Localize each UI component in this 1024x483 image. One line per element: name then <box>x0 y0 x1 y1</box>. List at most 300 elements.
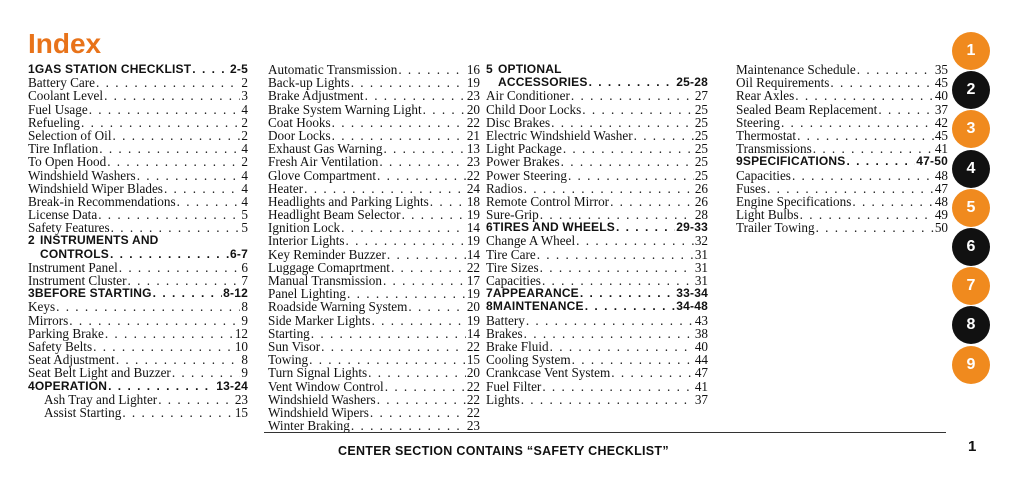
entry-page: 23 <box>466 154 480 170</box>
dot-leader <box>113 129 241 142</box>
entry-page: 48 <box>934 193 948 209</box>
index-entry[interactable] <box>268 327 480 340</box>
entry-label: Radios <box>486 180 523 196</box>
entry-page: 22 <box>466 259 480 275</box>
dot-leader <box>377 393 466 406</box>
entry-label: ACCESSORIES <box>498 75 588 90</box>
entry-page: 45 <box>934 75 948 91</box>
dot-leader <box>542 380 693 393</box>
entry-label: Glove Compartment <box>268 167 377 183</box>
entry-label: Fuel Usage <box>28 101 88 117</box>
entry-label: Brake Adjustment <box>268 88 364 104</box>
entry-label: Keys <box>28 299 56 315</box>
index-entry[interactable] <box>28 155 248 168</box>
entry-label: Rear Axles <box>736 88 795 104</box>
entry-label: Ignition Lock <box>268 220 341 236</box>
entry-label: Interior Lights <box>268 233 345 249</box>
entry-page: 13-24 <box>216 378 248 393</box>
dot-leader <box>524 327 694 340</box>
entry-page: 8-12 <box>223 286 248 301</box>
entry-page: 19 <box>466 312 480 328</box>
dot-leader <box>377 169 466 182</box>
entry-page: 4 <box>241 101 248 117</box>
dot-leader <box>304 182 466 195</box>
dot-leader <box>137 169 241 182</box>
entry-page: 12 <box>234 325 248 341</box>
dot-leader <box>383 142 465 155</box>
entry-label: Seat Adjustment <box>28 352 115 368</box>
entry-label: Capacities <box>736 167 791 183</box>
index-entry[interactable] <box>28 393 248 406</box>
entry-page: 9 <box>241 365 248 381</box>
entry-page: 37 <box>694 391 708 407</box>
dot-leader <box>108 380 215 393</box>
section-heading[interactable] <box>28 234 248 247</box>
entry-page: 29-33 <box>676 220 708 235</box>
dot-leader <box>568 169 694 182</box>
entry-label: OPTIONAL <box>498 62 562 76</box>
entry-label: Fuses <box>736 180 767 196</box>
index-entry[interactable] <box>486 380 708 393</box>
entry-label: Manual Transmission <box>268 273 382 288</box>
dot-leader <box>119 261 241 274</box>
dot-leader <box>69 314 240 327</box>
index-entry[interactable] <box>486 116 708 129</box>
dot-leader <box>797 129 934 142</box>
entry-label: Turn Signal Lights <box>268 365 368 381</box>
entry-label: Refueling <box>28 114 81 130</box>
dot-leader <box>781 116 934 129</box>
index-entry[interactable] <box>28 182 248 195</box>
dot-leader <box>616 221 675 234</box>
dot-leader <box>792 169 934 182</box>
dot-leader <box>550 340 694 353</box>
entry-label: Key Reminder Buzzer <box>268 246 386 262</box>
index-entry[interactable] <box>486 103 708 116</box>
entry-page: 8 <box>241 299 248 315</box>
entry-page: 31 <box>694 259 708 275</box>
index-entry[interactable] <box>486 366 708 379</box>
entry-page: 20 <box>466 299 480 315</box>
dot-leader <box>351 419 466 432</box>
entry-page: 37 <box>934 101 948 117</box>
entry-page: 22 <box>466 114 480 130</box>
entry-page: 47-50 <box>916 154 948 169</box>
entry-label: Child Door Locks <box>486 101 582 117</box>
entry-label: Seat Belt Light and Buzzer <box>28 365 171 381</box>
entry-label: INSTRUMENTS AND <box>40 233 159 248</box>
index-entry[interactable] <box>268 419 480 432</box>
entry-label: Battery Care <box>28 75 96 91</box>
entry-label: Starting <box>268 325 310 341</box>
dot-leader <box>391 261 466 274</box>
dot-leader <box>857 63 934 76</box>
entry-page: 13 <box>466 141 480 157</box>
entry-page: 16 <box>466 62 480 77</box>
entry-label: Roadside Warning System <box>268 299 408 315</box>
entry-page: 4 <box>241 167 248 183</box>
entry-label: Change A Wheel <box>486 233 576 249</box>
entry-label: Panel Lighting <box>268 286 347 302</box>
index-entry[interactable] <box>486 169 708 182</box>
entry-page: 18 <box>466 193 480 209</box>
entry-page: 6-7 <box>230 246 248 261</box>
entry-page: 2 <box>241 154 248 170</box>
entry-page: 25 <box>694 127 708 143</box>
dot-leader <box>634 129 694 142</box>
entry-page: 42 <box>934 114 948 130</box>
section-tab-5[interactable]: 5 <box>952 189 990 227</box>
dot-leader <box>383 274 466 287</box>
dot-leader <box>172 366 241 379</box>
index-entry[interactable] <box>486 314 708 327</box>
entry-label: Headlights and Parking Lights <box>268 193 429 209</box>
page-number: 1 <box>968 438 977 455</box>
entry-page: 2 <box>241 127 248 143</box>
dot-leader <box>580 287 675 300</box>
entry-label: Winter Braking <box>268 418 350 434</box>
entry-page: 43 <box>694 312 708 328</box>
section-number: 5 <box>486 62 493 76</box>
entry-label: Oil Requirements <box>736 75 830 91</box>
index-entry[interactable] <box>268 248 480 261</box>
dot-leader <box>816 221 934 234</box>
dot-leader <box>582 103 694 116</box>
entry-label: Tire Sizes <box>486 259 539 275</box>
entry-page: 19 <box>466 207 480 223</box>
section-tab-2[interactable]: 2 <box>952 71 990 109</box>
entry-page: 50 <box>934 220 948 236</box>
entry-label: License Data <box>28 207 98 223</box>
dot-leader <box>540 261 694 274</box>
section-heading[interactable] <box>28 380 248 393</box>
entry-label: Side Marker Lights <box>268 312 371 328</box>
entry-page: 35 <box>934 62 948 77</box>
entry-label: Fuel Filter <box>486 378 542 394</box>
section-tab-8[interactable]: 8 <box>952 306 990 344</box>
entry-page: 25 <box>694 141 708 157</box>
dot-leader <box>423 103 466 116</box>
dot-leader <box>341 221 466 234</box>
entry-page: 34-48 <box>676 299 708 314</box>
entry-page: 41 <box>934 141 948 157</box>
index-entry[interactable] <box>486 89 708 102</box>
entry-label: Selection of Oil <box>28 127 112 143</box>
entry-page: 5 <box>241 220 248 236</box>
entry-label: Heater <box>268 180 304 196</box>
entry-page: 49 <box>934 207 948 223</box>
entry-label: Windshield Washers <box>268 391 376 407</box>
entry-page: 25 <box>694 154 708 170</box>
entry-label: Vent Window Control <box>268 378 384 394</box>
entry-label: Disc Brakes <box>486 114 551 130</box>
entry-label: Windshield Wiper Blades <box>28 180 163 196</box>
dot-leader <box>321 340 466 353</box>
index-entry[interactable] <box>486 327 708 340</box>
entry-page: 31 <box>694 246 708 262</box>
entry-page: 23 <box>234 391 248 407</box>
entry-label: Towing <box>268 352 309 368</box>
entry-label: Windshield Wipers <box>268 404 369 420</box>
entry-page: 25 <box>694 114 708 130</box>
dot-leader <box>795 89 934 102</box>
entry-label: Headlight Beam Selector <box>268 207 401 223</box>
entry-page: 15 <box>466 352 480 368</box>
entry-page: 27 <box>694 88 708 104</box>
dot-leader <box>561 155 694 168</box>
entry-page: 10 <box>234 338 248 354</box>
entry-page: 14 <box>466 325 480 341</box>
entry-label: Tire Care <box>486 246 536 262</box>
dot-leader <box>104 89 240 102</box>
entry-label: Break-in Recommendations <box>28 193 176 209</box>
section-tab-7[interactable]: 7 <box>952 267 990 305</box>
footer-divider <box>264 432 946 433</box>
entry-page: 23 <box>466 88 480 104</box>
entry-label: GAS STATION CHECKLIST <box>34 62 192 76</box>
entry-page: 20 <box>466 365 480 381</box>
entry-page: 24 <box>466 180 480 196</box>
section-heading[interactable] <box>28 287 248 300</box>
dot-leader <box>81 116 240 129</box>
entry-page: 3 <box>241 88 248 104</box>
dot-leader <box>830 76 933 89</box>
entry-page: 2-5 <box>230 62 248 76</box>
entry-page: 20 <box>466 101 480 117</box>
entry-label: Capacities <box>486 273 541 288</box>
index-entry[interactable] <box>268 155 480 168</box>
section-tab-6[interactable]: 6 <box>952 228 990 266</box>
section-number: 3 <box>28 286 35 301</box>
entry-label: Sealed Beam Replacement <box>736 101 878 117</box>
entry-label: Safety Features <box>28 220 110 236</box>
entry-page: 22 <box>466 338 480 354</box>
index-entry[interactable] <box>736 89 948 102</box>
entry-page: 32 <box>694 233 708 249</box>
entry-label: CONTROLS <box>40 246 109 261</box>
entry-label: Ash Tray and Lighter <box>44 391 158 407</box>
section-tabs <box>952 32 994 385</box>
index-entry[interactable] <box>268 116 480 129</box>
section-heading[interactable] <box>486 300 708 313</box>
index-entry[interactable] <box>268 234 480 247</box>
dot-leader <box>158 393 234 406</box>
entry-label: Engine Specifications <box>736 193 852 209</box>
section-number: 2 <box>28 233 35 248</box>
dot-leader <box>177 195 241 208</box>
dot-leader <box>611 366 694 379</box>
entry-label: Instrument Panel <box>28 259 118 275</box>
dot-leader <box>767 182 934 195</box>
entry-page: 6 <box>241 259 248 275</box>
dot-leader <box>370 406 466 419</box>
entry-page: 40 <box>694 338 708 354</box>
entry-page: 41 <box>694 378 708 394</box>
dot-leader <box>98 208 240 221</box>
index-entry[interactable] <box>486 393 708 406</box>
section-number: 4 <box>28 378 35 393</box>
index-entry[interactable] <box>28 327 248 340</box>
entry-page: 19 <box>466 233 480 249</box>
section-tab-3[interactable]: 3 <box>952 110 990 148</box>
entry-page: 28 <box>694 207 708 223</box>
entry-label: SPECIFICATIONS <box>742 154 846 169</box>
section-tab-1[interactable]: 1 <box>952 32 990 70</box>
dot-leader <box>110 248 229 261</box>
dot-leader <box>576 234 694 247</box>
entry-label: Instrument Cluster <box>28 273 127 288</box>
dot-leader <box>800 208 934 221</box>
entry-label: Power Brakes <box>486 154 560 170</box>
entry-label: Mirrors <box>28 312 69 328</box>
entry-page: 48 <box>934 167 948 183</box>
dot-leader <box>521 393 694 406</box>
section-heading[interactable] <box>736 155 948 168</box>
dot-leader <box>589 76 676 89</box>
dot-leader <box>107 155 240 168</box>
entry-label: TIRES AND WHEELS <box>492 220 615 235</box>
index-entry[interactable] <box>268 300 480 313</box>
entry-label: Safety Belts <box>28 338 93 354</box>
index-entry[interactable] <box>736 103 948 116</box>
index-entry[interactable] <box>28 169 248 182</box>
index-entry[interactable] <box>736 116 948 129</box>
index-entry[interactable] <box>486 182 708 195</box>
dot-leader <box>164 182 240 195</box>
entry-label: Cooling System <box>486 352 571 368</box>
dot-leader <box>387 248 466 261</box>
entry-page: 22 <box>466 167 480 183</box>
dot-leader <box>610 195 694 208</box>
entry-label: Steering <box>736 114 780 130</box>
dot-leader <box>379 155 465 168</box>
entry-page: 17 <box>466 273 480 288</box>
dot-leader <box>385 380 466 393</box>
index-entry[interactable] <box>28 89 248 102</box>
section-number: 7 <box>486 286 493 301</box>
index-entry[interactable] <box>28 300 248 313</box>
entry-page: 19 <box>466 286 480 302</box>
index-entry[interactable] <box>736 182 948 195</box>
entry-label: OPERATION <box>34 378 108 393</box>
entry-label: Assist Starting <box>44 404 122 420</box>
index-entry[interactable] <box>268 393 480 406</box>
dot-leader <box>368 366 466 379</box>
index-entry[interactable] <box>28 314 248 327</box>
index-entry[interactable] <box>28 406 248 419</box>
entry-page: 7 <box>241 273 248 288</box>
entry-label: Coolant Level <box>28 88 104 104</box>
entry-label: MAINTENANCE <box>492 299 584 314</box>
dot-leader <box>571 89 694 102</box>
entry-page: 22 <box>466 404 480 420</box>
index-entry[interactable] <box>736 169 948 182</box>
entry-label: APPEARANCE <box>492 286 579 301</box>
index-entry[interactable] <box>736 221 948 234</box>
index-entry[interactable] <box>268 182 480 195</box>
index-entry[interactable] <box>268 169 480 182</box>
entry-page: 25 <box>694 167 708 183</box>
entry-label: Fresh Air Ventilation <box>268 154 379 170</box>
entry-page: 47 <box>694 365 708 381</box>
entry-label: Thermostat <box>736 127 797 143</box>
entry-label: Battery <box>486 312 525 328</box>
footer-note: CENTER SECTION CONTAINS “SAFETY CHECKLIST” <box>338 444 669 458</box>
entry-label: Coat Hooks <box>268 114 331 130</box>
entry-page: 21 <box>466 127 480 143</box>
index-entry[interactable] <box>486 234 708 247</box>
index-entry[interactable] <box>268 366 480 379</box>
section-tab-4[interactable]: 4 <box>952 150 990 188</box>
index-entry[interactable] <box>268 380 480 393</box>
dot-leader <box>99 142 240 155</box>
entry-label: Back-up Lights <box>268 75 350 91</box>
section-heading[interactable] <box>28 248 248 261</box>
index-entry[interactable] <box>268 103 480 116</box>
dot-leader <box>372 314 466 327</box>
index-column-1 <box>28 63 248 419</box>
entry-page: 14 <box>466 246 480 262</box>
entry-label: Sun Visor <box>268 338 321 354</box>
entry-page: 25-28 <box>676 75 708 90</box>
dot-leader <box>96 76 240 89</box>
index-entry[interactable] <box>28 116 248 129</box>
entry-page: 8 <box>241 352 248 368</box>
index-entry[interactable] <box>486 155 708 168</box>
page-title: Index <box>28 28 102 59</box>
dot-leader <box>852 195 933 208</box>
dot-leader <box>537 248 694 261</box>
index-entry[interactable] <box>268 89 480 102</box>
index-entry[interactable] <box>28 103 248 116</box>
entry-label: Door Locks <box>268 127 331 143</box>
index-entry[interactable] <box>28 366 248 379</box>
entry-label: Brake Fluid <box>486 338 549 354</box>
dot-leader <box>526 314 694 327</box>
dot-leader <box>563 142 694 155</box>
entry-page: 33-34 <box>676 286 708 301</box>
entry-page: 2 <box>241 114 248 130</box>
index-entry[interactable] <box>268 314 480 327</box>
entry-label: Light Package <box>486 141 562 157</box>
entry-label: Air Conditioner <box>486 88 570 104</box>
entry-page: 47 <box>934 180 948 196</box>
entry-label: Tire Inflation <box>28 141 99 157</box>
dot-leader <box>351 76 466 89</box>
entry-label: Exhaust Gas Warning <box>268 141 383 157</box>
index-entry[interactable] <box>486 248 708 261</box>
entry-page: 45 <box>934 127 948 143</box>
entry-page: 19 <box>466 75 480 91</box>
dot-leader <box>365 89 466 102</box>
entry-page: 31 <box>694 273 708 288</box>
entry-page: 4 <box>241 180 248 196</box>
entry-label: Power Steering <box>486 167 567 183</box>
dot-leader <box>192 63 229 76</box>
entry-page: 23 <box>466 418 480 434</box>
dot-leader <box>89 103 241 116</box>
entry-page: 9 <box>241 312 248 328</box>
dot-leader <box>524 182 694 195</box>
entry-page: 38 <box>694 325 708 341</box>
entry-label: Brakes <box>486 325 523 341</box>
dot-leader <box>551 116 694 129</box>
entry-page: 4 <box>241 141 248 157</box>
section-tab-9[interactable]: 9 <box>952 346 990 384</box>
section-number: 9 <box>736 154 743 169</box>
dot-leader <box>430 195 466 208</box>
entry-label: BEFORE STARTING <box>34 286 152 301</box>
